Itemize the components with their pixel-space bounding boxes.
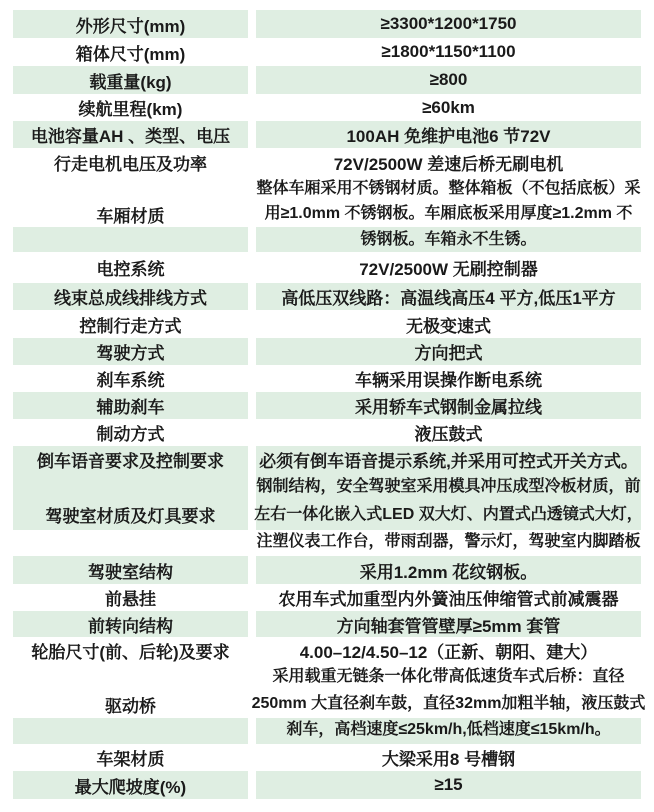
row-label: 前转向结构 bbox=[88, 616, 173, 636]
row-value: 高低压双线路：高温线高压4 平方,低压1平方 bbox=[281, 289, 616, 308]
row-label: 轮胎尺寸(前、后轮)及要求 bbox=[31, 643, 230, 662]
row-value: ≥60km bbox=[422, 97, 475, 117]
spec-row-driving-mode bbox=[0, 338, 654, 365]
row-label: 行走电机电压及功率 bbox=[54, 154, 207, 174]
spec-row-controller bbox=[0, 252, 654, 283]
row-value: 必须有倒车语音提示系统,并采用可控式开关方式。 bbox=[259, 452, 638, 471]
row-value: 采用轿车式钢制金属拉线 bbox=[355, 398, 542, 417]
row-value: 方向把式 bbox=[414, 344, 483, 363]
spec-row-cab-structure bbox=[0, 556, 654, 584]
row-label: 最大爬坡度(%) bbox=[74, 777, 187, 797]
spec-row-aux-brake bbox=[0, 392, 654, 419]
row-label: 前悬挂 bbox=[105, 590, 156, 609]
spec-row-box-dimensions bbox=[0, 38, 654, 66]
row-label: 箱体尺寸(mm) bbox=[75, 44, 186, 64]
spec-row-max-gradient bbox=[0, 771, 654, 799]
row-label: 制动方式 bbox=[96, 425, 165, 444]
spec-row-frame-material bbox=[0, 744, 654, 771]
spec-row-load-capacity bbox=[0, 66, 654, 94]
row-value: 车辆采用误操作断电系统 bbox=[355, 371, 542, 390]
row-label: 外形尺寸(mm) bbox=[75, 16, 186, 36]
row-value: 72V/2500W 无刷控制器 bbox=[359, 260, 538, 279]
row-label: 控制行走方式 bbox=[79, 316, 182, 336]
spec-row-front-suspension bbox=[0, 584, 654, 611]
row-label: 续航里程(km) bbox=[78, 100, 183, 119]
spec-row-speed-control bbox=[0, 310, 654, 338]
row-label: 辅助刹车 bbox=[96, 398, 165, 417]
row-value: 农用车式加重型内外簧油压伸缩管式前减震器 bbox=[278, 590, 619, 609]
spec-row-cargo-material bbox=[0, 176, 654, 252]
spec-row-motor bbox=[0, 148, 654, 176]
spec-row-braking-type bbox=[0, 419, 654, 446]
spec-row-steering bbox=[0, 611, 654, 637]
row-value: 采用1.2mm 花纹钢板。 bbox=[359, 562, 538, 582]
row-value: 方向轴套管管壁厚≥5mm 套管 bbox=[336, 616, 561, 636]
row-value: ≥15 bbox=[434, 775, 463, 794]
row-value: 采用载重无链条一体化带高低速货车式后桥：直径 250mm 大直径刹车鼓，直径32mm加粗半轴，液压鼓式 刹车，高档速度≤25km/h,低档速度≤15km/h。 bbox=[251, 668, 646, 739]
row-value: 整体车厢采用不锈钢材质。整体箱板（不包括底板）采 用≥1.0mm 不锈钢板。车厢底板采用厚度≥1.2mm 不 锈钢板。车箱永不生锈。 bbox=[256, 180, 641, 248]
spec-row-battery bbox=[0, 121, 654, 148]
row-value: ≥800 bbox=[429, 70, 468, 89]
row-label: 驾驶室材质及灯具要求 bbox=[45, 507, 216, 526]
row-label: 驱动桥 bbox=[105, 696, 156, 716]
row-label: 载重量(kg) bbox=[89, 72, 172, 92]
row-value: 钢制结构，安全驾驶室采用模具冲压成型冷板材质，前 左右一体化嵌入式LED 双大灯、内置式凸透镜式大灯， 注塑仪表工作台，带雨刮器，警示灯，驾驶室内脚踏板 bbox=[254, 478, 643, 551]
row-label: 车厢材质 bbox=[96, 206, 165, 226]
spec-row-range bbox=[0, 94, 654, 121]
row-label: 驾驶方式 bbox=[96, 344, 165, 363]
row-value: 100AH 免维护电池6 节72V bbox=[346, 127, 551, 146]
row-value: 无极变速式 bbox=[406, 316, 491, 336]
spec-row-tires bbox=[0, 637, 654, 664]
row-label: 车架材质 bbox=[96, 750, 165, 769]
row-label: 线束总成线排线方式 bbox=[54, 289, 207, 308]
row-value: 4.00–12/4.50–12（正新、朝阳、建大） bbox=[299, 643, 598, 662]
row-label: 刹车系统 bbox=[96, 371, 165, 390]
row-value: 大梁采用8 号槽钢 bbox=[381, 750, 516, 769]
row-value: 72V/2500W 差速后桥无刷电机 bbox=[333, 154, 564, 174]
row-label: 电池容量AH 、类型、电压 bbox=[30, 127, 231, 146]
row-label: 倒车语音要求及控制要求 bbox=[37, 452, 224, 471]
row-value: 液压鼓式 bbox=[414, 425, 483, 444]
spec-row-dimensions bbox=[0, 10, 654, 38]
spec-row-wiring bbox=[0, 283, 654, 310]
row-value: ≥3300*1200*1750 bbox=[380, 14, 517, 33]
row-value: ≥1800*1150*1100 bbox=[381, 42, 516, 61]
row-label: 驾驶室结构 bbox=[88, 562, 173, 582]
spec-row-cab-material bbox=[0, 473, 654, 556]
spec-row-reverse-voice bbox=[0, 446, 654, 473]
row-label: 电控系统 bbox=[96, 260, 165, 279]
spec-row-drive-axle bbox=[0, 664, 654, 744]
spec-row-brake-system bbox=[0, 365, 654, 392]
